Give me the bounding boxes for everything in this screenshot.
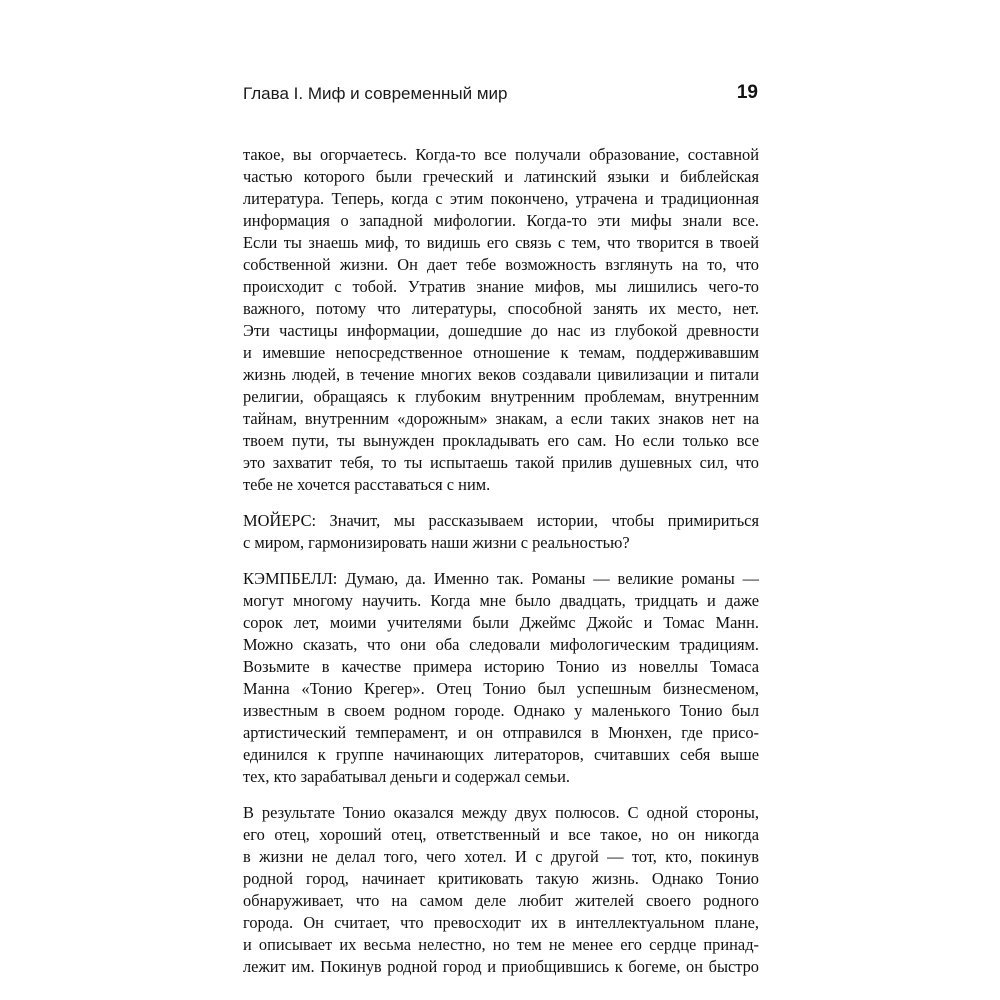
paragraph bbox=[243, 510, 759, 554]
text-line: частью которого были греческий и латинский языки и библейская bbox=[243, 167, 759, 186]
text-line: тех, кто зарабатывал деньги и содержал семьи. bbox=[243, 767, 571, 786]
body-text bbox=[243, 144, 759, 992]
text-line: родной город, начинает критиковать такую жизнь. Однако Тонио bbox=[243, 869, 759, 888]
text-line: Если ты знаешь миф, то видишь его связь с тем, что творится в твоей bbox=[243, 233, 759, 252]
paragraph bbox=[243, 144, 759, 496]
text-line: артистический темперамент, и он отправился в Мюнхен, где присо- bbox=[243, 723, 759, 742]
text-line: сорок лет, моими учителями были Джеймс Джойс и Томас Манн. bbox=[243, 613, 759, 632]
text-line: это захватит тебя, то ты испытаешь такой прилив душевных сил, что bbox=[243, 453, 759, 472]
text-line: тебе не хочется расставаться с ним. bbox=[243, 475, 491, 494]
text-line: единился к группе начинающих литераторов, считавших себя выше bbox=[243, 745, 759, 764]
text-line: тайнам, внутренним «дорожным» знакам, а если таких знаков нет на bbox=[243, 409, 759, 428]
text-line: Манна «Тонио Крегер». Отец Тонио был успешным бизнесменом, bbox=[243, 679, 759, 698]
running-title: Глава I. Миф и современный мир bbox=[243, 84, 508, 103]
text-line: в жизни не делал того, чего хотел. И с другой — тот, кто, покинув bbox=[243, 847, 759, 866]
page-number: 19 bbox=[736, 82, 758, 103]
text-line: МОЙЕРС: Значит, мы рассказываем истории, чтобы примириться bbox=[243, 511, 759, 530]
text-line: его отец, хороший отец, ответственный и все такое, но он никогда bbox=[243, 825, 759, 844]
text-line: и имевшие непосредственное отношение к темам, поддерживавшим bbox=[243, 343, 759, 362]
text-line: жизнь людей, в течение многих веков создавали цивилизации и питали bbox=[243, 365, 759, 384]
text-line: города. Он считает, что превосходит их в интеллектуальном плане, bbox=[243, 913, 759, 932]
text-line: и описывает их весьма нелестно, но тем не менее его сердце принад- bbox=[243, 935, 759, 954]
text-line: с миром, гармонизировать наши жизни с реальностью? bbox=[243, 533, 630, 552]
text-line: важного, потому что литературы, способной занять их место, нет. bbox=[243, 299, 759, 318]
text-line: Эти частицы информации, дошедшие до нас из глубокой древности bbox=[243, 321, 759, 340]
text-line: Можно сказать, что они оба следовали мифологическим традициям. bbox=[243, 635, 759, 654]
text-line: известным в своем родном городе. Однако у маленького Тонио был bbox=[243, 701, 759, 720]
text-line: такое, вы огорчаетесь. Когда-то все получали образование, составной bbox=[243, 145, 759, 164]
text-line: Возьмите в качестве примера историю Тонио из новеллы Томаса bbox=[243, 657, 759, 676]
text-line: В результате Тонио оказался между двух полюсов. С одной стороны, bbox=[243, 803, 759, 822]
text-line: литература. Теперь, когда с этим покончено, утрачена и традиционная bbox=[243, 189, 759, 208]
text-line: твоем пути, ты вынужден прокладывать его сам. Но если только все bbox=[243, 431, 759, 450]
text-line: лежит им. Покинув родной город и приобщившись к богеме, он быстро bbox=[243, 957, 759, 976]
text-line: могут многому научить. Когда мне было двадцать, тридцать и даже bbox=[243, 591, 759, 610]
text-line: информация о западной мифологии. Когда-то эти мифы знали все. bbox=[243, 211, 759, 230]
text-line: религии, обращаясь к глубоким внутренним проблемам, внутренним bbox=[243, 387, 759, 406]
text-line: обнаруживает, что на самом деле любит жителей своего родного bbox=[243, 891, 759, 910]
paragraph bbox=[243, 568, 759, 788]
text-line: собственной жизни. Он дает тебе возможность взглянуть на то, что bbox=[243, 255, 759, 274]
paragraph bbox=[243, 802, 759, 978]
text-line: происходит с тобой. Утратив знание мифов, мы лишились чего-то bbox=[243, 277, 759, 296]
text-line: КЭМПБЕЛЛ: Думаю, да. Именно так. Романы — великие романы — bbox=[243, 569, 759, 588]
